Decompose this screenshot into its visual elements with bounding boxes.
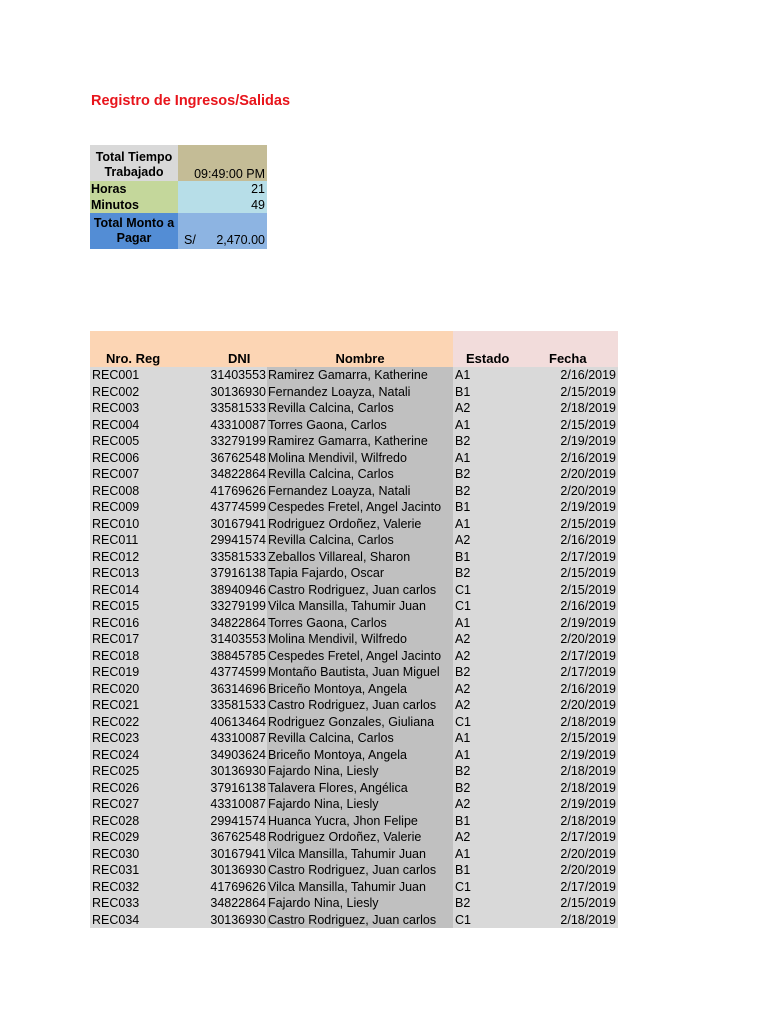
summary-box: [90, 145, 267, 249]
minutos-value[interactable]: 49: [178, 197, 267, 213]
table-row: [90, 450, 618, 467]
cell-dni[interactable]: 31403553: [208, 631, 267, 648]
table-row: [90, 400, 618, 417]
cell-fecha[interactable]: 2/19/2019: [521, 615, 618, 632]
cell-estado[interactable]: B2: [453, 895, 521, 912]
cell-nro-reg[interactable]: REC030: [90, 846, 208, 863]
cell-dni[interactable]: 41769626: [208, 879, 267, 896]
cell-estado[interactable]: B1: [453, 813, 521, 830]
cell-nombre[interactable]: Fajardo Nina, Liesly: [267, 763, 453, 780]
cell-dni[interactable]: 43774599: [208, 664, 267, 681]
cell-estado[interactable]: A2: [453, 400, 521, 417]
monto-label[interactable]: [90, 213, 178, 249]
cell-estado[interactable]: A1: [453, 417, 521, 434]
total-tiempo-label[interactable]: [90, 145, 178, 181]
cell-fecha[interactable]: 2/16/2019: [521, 532, 618, 549]
cell-estado[interactable]: B1: [453, 549, 521, 566]
cell-nombre[interactable]: Revilla Calcina, Carlos: [267, 730, 453, 747]
cell-fecha[interactable]: 2/19/2019: [521, 796, 618, 813]
table-row: [90, 433, 618, 450]
cell-dni[interactable]: 33279199: [208, 598, 267, 615]
cell-dni[interactable]: 41769626: [208, 483, 267, 500]
table-row: [90, 664, 618, 681]
table-header: [90, 331, 618, 367]
cell-nombre[interactable]: Revilla Calcina, Carlos: [267, 400, 453, 417]
cell-nombre[interactable]: Ramirez Gamarra, Katherine: [267, 367, 453, 384]
table-row: [90, 466, 618, 483]
cell-estado[interactable]: B2: [453, 664, 521, 681]
table-row: [90, 747, 618, 764]
cell-nro-reg[interactable]: REC022: [90, 714, 208, 731]
cell-dni[interactable]: 36762548: [208, 829, 267, 846]
cell-nombre[interactable]: Vilca Mansilla, Tahumir Juan: [267, 879, 453, 896]
cell-estado[interactable]: A2: [453, 829, 521, 846]
table-body: [90, 367, 618, 928]
cell-estado[interactable]: B2: [453, 763, 521, 780]
cell-nombre[interactable]: Torres Gaona, Carlos: [267, 615, 453, 632]
cell-estado[interactable]: B2: [453, 433, 521, 450]
cell-fecha[interactable]: 2/16/2019: [521, 450, 618, 467]
cell-nro-reg[interactable]: REC024: [90, 747, 208, 764]
cell-nombre[interactable]: Molina Mendivil, Wilfredo: [267, 631, 453, 648]
cell-nombre[interactable]: Castro Rodriguez, Juan carlos: [267, 697, 453, 714]
cell-estado[interactable]: C1: [453, 598, 521, 615]
total-tiempo-value[interactable]: 09:49:00 PM: [178, 145, 267, 181]
cell-estado[interactable]: B2: [453, 780, 521, 797]
cell-nombre[interactable]: Revilla Calcina, Carlos: [267, 466, 453, 483]
cell-dni[interactable]: 29941574: [208, 813, 267, 830]
cell-dni[interactable]: 30136930: [208, 862, 267, 879]
cell-nro-reg[interactable]: REC026: [90, 780, 208, 797]
table-row: [90, 582, 618, 599]
cell-nro-reg[interactable]: REC025: [90, 763, 208, 780]
cell-nombre[interactable]: Fernandez Loayza, Natali: [267, 384, 453, 401]
cell-nombre[interactable]: Vilca Mansilla, Tahumir Juan: [267, 598, 453, 615]
monto-currency: S/: [184, 233, 196, 247]
cell-nro-reg[interactable]: REC010: [90, 516, 208, 533]
cell-nro-reg[interactable]: REC020: [90, 681, 208, 698]
cell-estado[interactable]: A1: [453, 730, 521, 747]
cell-fecha[interactable]: 2/17/2019: [521, 648, 618, 665]
cell-estado[interactable]: A2: [453, 796, 521, 813]
cell-nro-reg[interactable]: REC019: [90, 664, 208, 681]
records-table: [90, 331, 618, 928]
cell-nro-reg[interactable]: REC008: [90, 483, 208, 500]
cell-nombre[interactable]: Fajardo Nina, Liesly: [267, 895, 453, 912]
cell-nro-reg[interactable]: REC001: [90, 367, 208, 384]
cell-dni[interactable]: 33279199: [208, 433, 267, 450]
summary-row-minutos: [90, 197, 267, 213]
cell-nombre[interactable]: Montaño Bautista, Juan Miguel: [267, 664, 453, 681]
monto-value: 2,470.00: [216, 233, 265, 247]
cell-fecha[interactable]: 2/20/2019: [521, 846, 618, 863]
cell-estado[interactable]: B2: [453, 466, 521, 483]
monto-label-line2: Pagar: [116, 231, 152, 245]
cell-dni[interactable]: 38845785: [208, 648, 267, 665]
cell-nro-reg[interactable]: REC002: [90, 384, 208, 401]
cell-nombre[interactable]: Ramirez Gamarra, Katherine: [267, 433, 453, 450]
table-row: [90, 862, 618, 879]
cell-estado[interactable]: C1: [453, 714, 521, 731]
table-row: [90, 681, 618, 698]
summary-row-total-tiempo: [90, 145, 267, 181]
cell-nro-reg[interactable]: REC029: [90, 829, 208, 846]
cell-dni[interactable]: 30167941: [208, 846, 267, 863]
cell-nombre[interactable]: Rodriguez Ordoñez, Valerie: [267, 516, 453, 533]
table-row: [90, 846, 618, 863]
table-row: [90, 565, 618, 582]
cell-estado[interactable]: A1: [453, 846, 521, 863]
cell-nro-reg[interactable]: REC003: [90, 400, 208, 417]
cell-nro-reg[interactable]: REC021: [90, 697, 208, 714]
cell-nombre[interactable]: Castro Rodriguez, Juan carlos: [267, 582, 453, 599]
cell-nombre[interactable]: Cespedes Fretel, Angel Jacinto: [267, 648, 453, 665]
cell-estado[interactable]: A1: [453, 747, 521, 764]
cell-dni[interactable]: 33581533: [208, 549, 267, 566]
table-row: [90, 499, 618, 516]
cell-fecha[interactable]: 2/15/2019: [521, 417, 618, 434]
cell-estado[interactable]: A1: [453, 615, 521, 632]
cell-nro-reg[interactable]: REC031: [90, 862, 208, 879]
minutos-label[interactable]: Minutos: [90, 197, 178, 213]
cell-nro-reg[interactable]: REC005: [90, 433, 208, 450]
horas-label[interactable]: Horas: [90, 181, 178, 197]
cell-nombre[interactable]: Tapia Fajardo, Oscar: [267, 565, 453, 582]
table-row: [90, 384, 618, 401]
cell-estado[interactable]: A2: [453, 697, 521, 714]
cell-dni[interactable]: 34903624: [208, 747, 267, 764]
cell-dni[interactable]: 37916138: [208, 780, 267, 797]
table-row: [90, 763, 618, 780]
cell-estado[interactable]: A1: [453, 367, 521, 384]
cell-nro-reg[interactable]: REC004: [90, 417, 208, 434]
cell-nro-reg[interactable]: REC009: [90, 499, 208, 516]
cell-nombre[interactable]: Briceño Montoya, Angela: [267, 681, 453, 698]
cell-estado[interactable]: C1: [453, 582, 521, 599]
cell-nro-reg[interactable]: REC028: [90, 813, 208, 830]
cell-nro-reg[interactable]: REC016: [90, 615, 208, 632]
total-tiempo-label-line1: Total Tiempo: [95, 150, 173, 164]
cell-dni[interactable]: 33581533: [208, 400, 267, 417]
cell-estado[interactable]: C1: [453, 879, 521, 896]
cell-fecha[interactable]: 2/18/2019: [521, 400, 618, 417]
cell-estado[interactable]: B1: [453, 499, 521, 516]
table-row: [90, 483, 618, 500]
cell-estado[interactable]: A1: [453, 450, 521, 467]
cell-estado[interactable]: B2: [453, 565, 521, 582]
cell-fecha[interactable]: 2/20/2019: [521, 483, 618, 500]
cell-nombre[interactable]: Vilca Mansilla, Tahumir Juan: [267, 846, 453, 863]
cell-nombre[interactable]: Briceño Montoya, Angela: [267, 747, 453, 764]
cell-estado[interactable]: B1: [453, 862, 521, 879]
cell-nro-reg[interactable]: REC006: [90, 450, 208, 467]
table-row: [90, 598, 618, 615]
cell-nombre[interactable]: Rodriguez Gonzales, Giuliana: [267, 714, 453, 731]
cell-fecha[interactable]: 2/20/2019: [521, 862, 618, 879]
summary-row-horas: [90, 181, 267, 197]
cell-nombre[interactable]: Fajardo Nina, Liesly: [267, 796, 453, 813]
header-nombre[interactable]: Nombre: [267, 331, 453, 367]
cell-dni[interactable]: 30136930: [208, 912, 267, 929]
header-nro-reg[interactable]: Nro. Reg: [90, 331, 208, 367]
table-row: [90, 631, 618, 648]
cell-nombre[interactable]: Talavera Flores, Angélica: [267, 780, 453, 797]
cell-fecha[interactable]: 2/17/2019: [521, 829, 618, 846]
table-row: [90, 714, 618, 731]
table-row: [90, 879, 618, 896]
cell-nro-reg[interactable]: REC032: [90, 879, 208, 896]
table-row: [90, 813, 618, 830]
cell-nro-reg[interactable]: REC014: [90, 582, 208, 599]
cell-nombre[interactable]: Fernandez Loayza, Natali: [267, 483, 453, 500]
cell-fecha[interactable]: 2/19/2019: [521, 433, 618, 450]
cell-nro-reg[interactable]: REC011: [90, 532, 208, 549]
cell-nombre[interactable]: Huanca Yucra, Jhon Felipe: [267, 813, 453, 830]
cell-dni[interactable]: 38940946: [208, 582, 267, 599]
cell-nombre[interactable]: Molina Mendivil, Wilfredo: [267, 450, 453, 467]
cell-fecha[interactable]: 2/20/2019: [521, 631, 618, 648]
cell-fecha[interactable]: 2/18/2019: [521, 780, 618, 797]
cell-fecha[interactable]: 2/15/2019: [521, 384, 618, 401]
cell-dni[interactable]: 34822864: [208, 466, 267, 483]
table-row: [90, 895, 618, 912]
table-row: [90, 912, 618, 929]
cell-nro-reg[interactable]: REC013: [90, 565, 208, 582]
header-estado[interactable]: Estado: [453, 331, 521, 367]
cell-fecha[interactable]: 2/15/2019: [521, 895, 618, 912]
cell-fecha[interactable]: 2/19/2019: [521, 747, 618, 764]
monto-label-line1: Total Monto a: [93, 216, 175, 230]
horas-value[interactable]: 21: [178, 181, 267, 197]
table-row: [90, 532, 618, 549]
cell-dni[interactable]: 29941574: [208, 532, 267, 549]
cell-fecha[interactable]: 2/18/2019: [521, 813, 618, 830]
cell-nro-reg[interactable]: REC012: [90, 549, 208, 566]
cell-fecha[interactable]: 2/15/2019: [521, 582, 618, 599]
cell-fecha[interactable]: 2/20/2019: [521, 466, 618, 483]
cell-fecha[interactable]: 2/18/2019: [521, 912, 618, 929]
cell-nro-reg[interactable]: REC023: [90, 730, 208, 747]
cell-dni[interactable]: 33581533: [208, 697, 267, 714]
cell-nombre[interactable]: Castro Rodriguez, Juan carlos: [267, 862, 453, 879]
cell-nombre[interactable]: Cespedes Fretel, Angel Jacinto: [267, 499, 453, 516]
total-tiempo-label-line2: Trabajado: [104, 165, 164, 179]
cell-nombre[interactable]: Rodriguez Ordoñez, Valerie: [267, 829, 453, 846]
cell-fecha[interactable]: 2/17/2019: [521, 664, 618, 681]
cell-estado[interactable]: B2: [453, 483, 521, 500]
table-row: [90, 648, 618, 665]
cell-dni[interactable]: 43774599: [208, 499, 267, 516]
cell-nombre[interactable]: Zeballos Villareal, Sharon: [267, 549, 453, 566]
cell-estado[interactable]: A2: [453, 532, 521, 549]
cell-fecha[interactable]: 2/20/2019: [521, 697, 618, 714]
table-row: [90, 367, 618, 384]
cell-nro-reg[interactable]: REC015: [90, 598, 208, 615]
cell-fecha[interactable]: 2/16/2019: [521, 367, 618, 384]
cell-dni[interactable]: 30167941: [208, 516, 267, 533]
table-row: [90, 730, 618, 747]
cell-dni[interactable]: 30136930: [208, 384, 267, 401]
header-dni[interactable]: DNI: [208, 331, 267, 367]
table-row: [90, 417, 618, 434]
cell-estado[interactable]: A1: [453, 516, 521, 533]
cell-nombre[interactable]: Castro Rodriguez, Juan carlos: [267, 912, 453, 929]
cell-dni[interactable]: 30136930: [208, 763, 267, 780]
cell-fecha[interactable]: 2/18/2019: [521, 763, 618, 780]
cell-dni[interactable]: 37916138: [208, 565, 267, 582]
cell-dni[interactable]: 31403553: [208, 367, 267, 384]
table-row: [90, 516, 618, 533]
header-fecha[interactable]: Fecha: [521, 331, 618, 367]
table-row: [90, 829, 618, 846]
cell-nro-reg[interactable]: REC034: [90, 912, 208, 929]
cell-dni[interactable]: 34822864: [208, 615, 267, 632]
cell-nombre[interactable]: Torres Gaona, Carlos: [267, 417, 453, 434]
summary-row-monto: [90, 213, 267, 249]
cell-fecha[interactable]: 2/16/2019: [521, 681, 618, 698]
cell-dni[interactable]: 36314696: [208, 681, 267, 698]
cell-nombre[interactable]: Revilla Calcina, Carlos: [267, 532, 453, 549]
cell-fecha[interactable]: 2/19/2019: [521, 499, 618, 516]
cell-fecha[interactable]: 2/15/2019: [521, 565, 618, 582]
cell-nro-reg[interactable]: REC033: [90, 895, 208, 912]
cell-dni[interactable]: 43310087: [208, 417, 267, 434]
cell-nro-reg[interactable]: REC007: [90, 466, 208, 483]
cell-estado[interactable]: A2: [453, 648, 521, 665]
cell-estado[interactable]: B1: [453, 384, 521, 401]
cell-fecha[interactable]: 2/17/2019: [521, 549, 618, 566]
cell-fecha[interactable]: 2/17/2019: [521, 879, 618, 896]
cell-fecha[interactable]: 2/15/2019: [521, 516, 618, 533]
cell-estado[interactable]: A2: [453, 681, 521, 698]
table-row: [90, 780, 618, 797]
cell-dni[interactable]: 36762548: [208, 450, 267, 467]
monto-value-cell[interactable]: [178, 213, 267, 249]
table-row: [90, 615, 618, 632]
cell-dni[interactable]: 34822864: [208, 895, 267, 912]
cell-estado[interactable]: C1: [453, 912, 521, 929]
cell-fecha[interactable]: 2/16/2019: [521, 598, 618, 615]
cell-nro-reg[interactable]: REC018: [90, 648, 208, 665]
cell-nro-reg[interactable]: REC017: [90, 631, 208, 648]
cell-fecha[interactable]: 2/18/2019: [521, 714, 618, 731]
cell-fecha[interactable]: 2/15/2019: [521, 730, 618, 747]
table-row: [90, 697, 618, 714]
cell-estado[interactable]: A2: [453, 631, 521, 648]
table-row: [90, 549, 618, 566]
sheet-title: Registro de Ingresos/Salidas: [91, 93, 291, 109]
cell-dni[interactable]: 40613464: [208, 714, 267, 731]
table-row: [90, 796, 618, 813]
cell-dni[interactable]: 43310087: [208, 796, 267, 813]
cell-nro-reg[interactable]: REC027: [90, 796, 208, 813]
cell-dni[interactable]: 43310087: [208, 730, 267, 747]
